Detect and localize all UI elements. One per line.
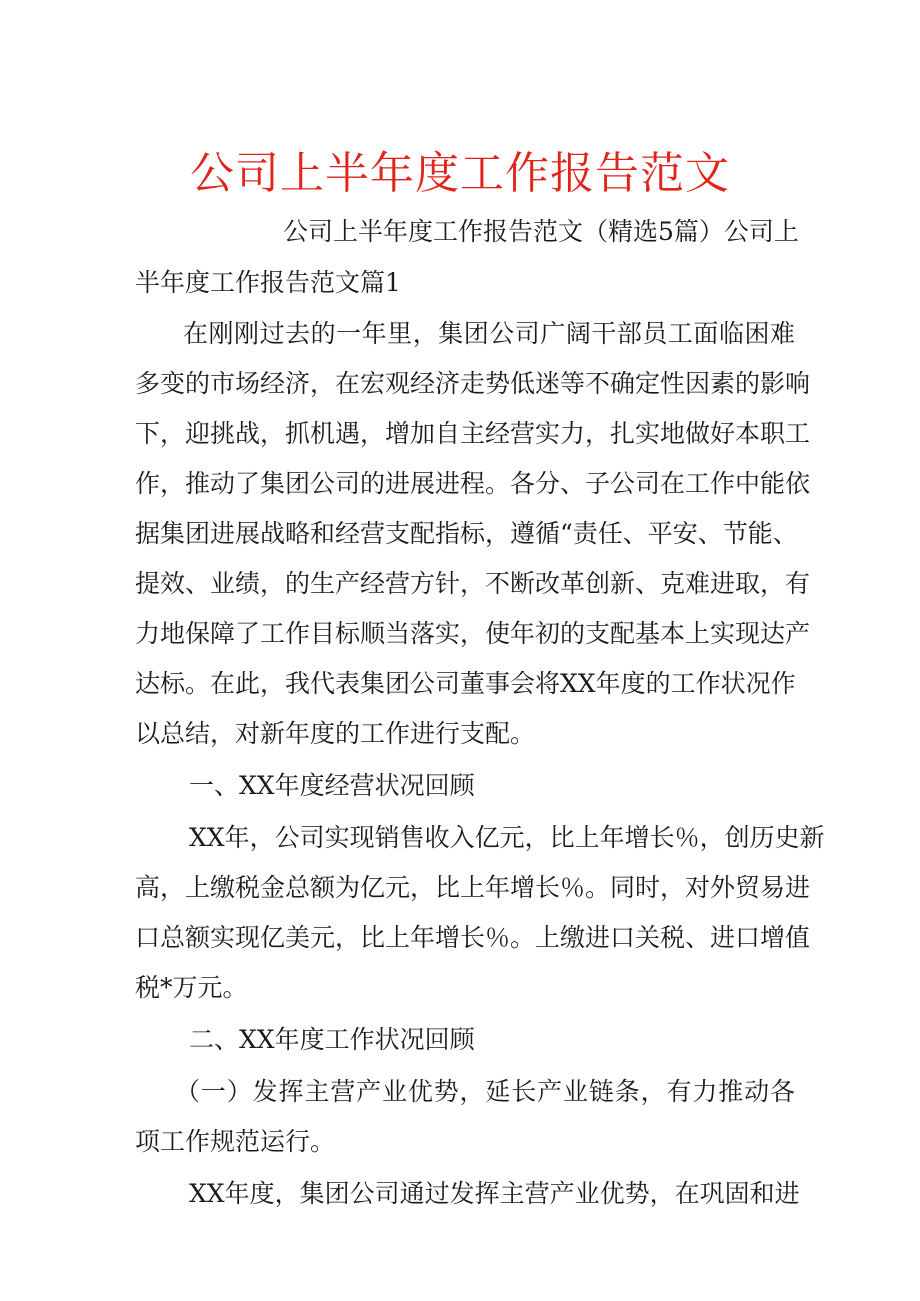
document-title: 公司上半年度工作报告范文 xyxy=(190,148,730,199)
paragraph-line: 下，迎挑战，抓机遇，增加自主经营实力，扎实地做好本职工 xyxy=(135,419,811,448)
subsection-line: （一）发挥主营产业优势，延长产业链条，有力推动各 xyxy=(175,1077,795,1106)
intro-line-1: 公司上半年度工作报告范文（精选5篇）公司上 xyxy=(283,217,799,246)
paragraph-line: 税*万元。 xyxy=(135,973,248,1002)
paragraph-line: XX年，公司实现销售收入亿元，比上年增长％，创历史新 xyxy=(189,823,825,852)
paragraph-line: 提效、业绩，的生产经营方针，不断改革创新、克难进取，有 xyxy=(135,569,811,598)
paragraph-line: 以总结，对新年度的工作进行支配。 xyxy=(135,719,536,748)
paragraph-line: 作，推动了集团公司的进展进程。各分、子公司在工作中能依 xyxy=(135,469,811,498)
paragraph-line: 据集团进展战略和经营支配指标，遵循“责任、平安、节能、 xyxy=(135,519,798,548)
paragraph-line: 多变的市场经济，在宏观经济走势低迷等不确定性因素的影响 xyxy=(135,369,811,398)
intro-line-2: 半年度工作报告范文篇1 xyxy=(135,268,401,297)
paragraph-line: 高，上缴税金总额为亿元，比上年增长％。同时，对外贸易进 xyxy=(135,873,811,902)
paragraph-line: XX年度，集团公司通过发挥主营产业优势，在巩固和进 xyxy=(189,1179,800,1208)
paragraph-line: 在刚刚过去的一年里，集团公司广阔干部员工面临困难 xyxy=(183,319,795,348)
subsection-line: 项工作规范运行。 xyxy=(135,1127,336,1156)
section-heading-2: 二、XX年度工作状况回顾 xyxy=(189,1025,475,1054)
section-heading-1: 一、XX年度经营状况回顾 xyxy=(189,771,475,800)
paragraph-line: 口总额实现亿美元，比上年增长％。上缴进口关税、进口增值 xyxy=(135,923,811,952)
paragraph-line: 力地保障了工作目标顺当落实，使年初的支配基本上实现达产 xyxy=(135,619,811,648)
paragraph-line: 达标。在此，我代表集团公司董事会将XX年度的工作状况作 xyxy=(135,669,796,698)
